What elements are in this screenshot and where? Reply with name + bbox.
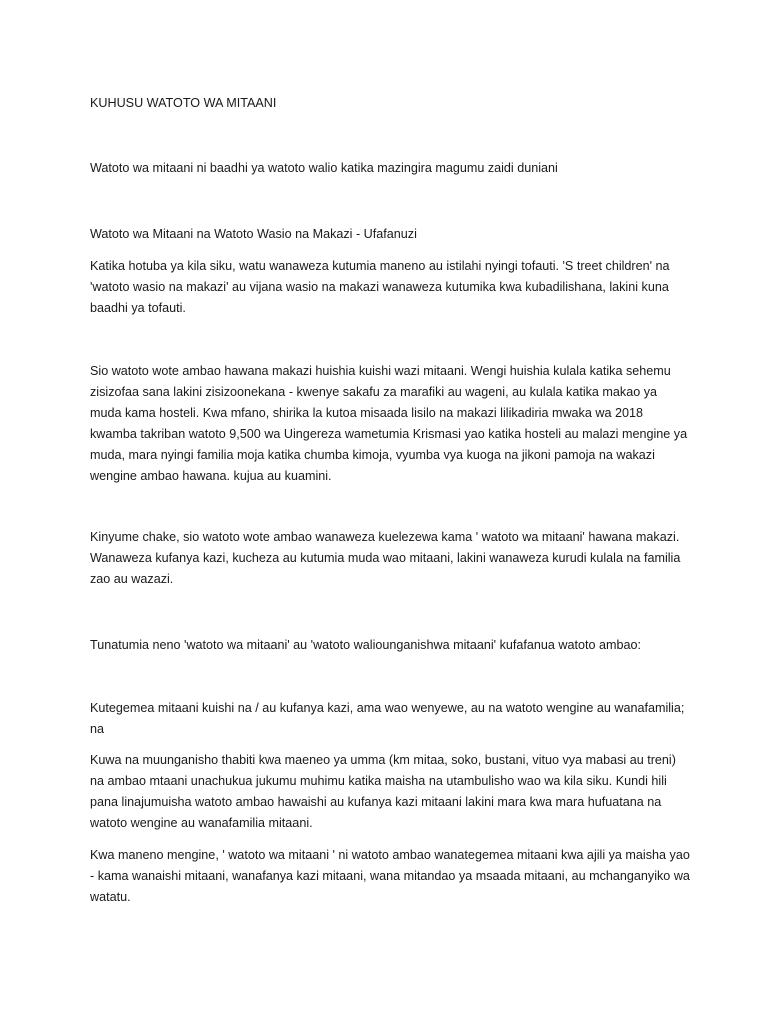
paragraph-terminology: Katika hotuba ya kila siku, watu wanaweza kutumia maneno au istilahi nyingi tofauti. 'S treet children' na 'watoto wasio na makazi' au vijana wasio na makazi wanaweza kutumika kwa kubadilishana, lakini kuna baadhi ya tofauti. (90, 259, 670, 315)
paragraph-not-all-homeless: Sio watoto wote ambao hawana makazi huishia kuishi wazi mitaani. Wengi huishia kulala katika sehemu zisizofaa sana lakini zisizoonekana - kwenye sakafu za marafiki au wageni, au kulala katika makao ya muda kama hosteli. Kwa mfano, shirika la kutoa misaada lisilo na makazi lilikadiria mwaka wa 2018 kwamba takriban watoto 9,500 wa Uingereza wametumia Krismasi yao katika hosteli au malazi mengine ya muda, mara nyingi familia moja katika chumba kimoja, vyumba vya kuoga na jikoni pamoja na wakazi wengine ambao hawana. kujua au kuamini. (90, 364, 688, 483)
paragraph-in-other-words: Kwa maneno mengine, ' watoto wa mitaani ' ni watoto ambao wanategemea mitaani kwa ajili ya maisha yao - kama wanaishi mitaani, wanafanya kazi mitaani, wana mitandao ya msaada mitaani, au mchanganyiko wa watatu. (90, 848, 690, 904)
paragraph-term-usage: Tunatumia neno 'watoto wa mitaani' au 'watoto waliounganishwa mitaani' kufafanua watoto ambao: (90, 638, 642, 652)
list-item-public-spaces: Kuwa na muunganisho thabiti kwa maeneo ya umma (km mitaa, soko, bustani, vituo vya mabasi au treni) na ambao mtaani unachukua jukumu muhimu katika maisha na utambulisho wao wa kila siku. Kundi hili pana linajumuisha watoto ambao hawaishi au kufanya kazi mitaani lakini mara kwa mara hufuatana na watoto wengine au wanafamilia mitaani. (90, 753, 676, 830)
section-heading-definition: Watoto wa Mitaani na Watoto Wasio na Makazi - Ufafanuzi (90, 227, 417, 241)
paragraph-conversely: Kinyume chake, sio watoto wote ambao wanaweza kuelezewa kama ' watoto wa mitaani' hawana makazi. Wanaweza kufanya kazi, kucheza au kutumia muda wao mitaani, lakini wanaweza kurudi kulala na familia zao au wazazi. (90, 530, 681, 586)
document-title: KUHUSU WATOTO WA MITAANI (90, 96, 277, 110)
list-item-depend-on-street: Kutegemea mitaani kuishi na / au kufanya kazi, ama wao wenyewe, au na watoto wengine au wanafamilia; na (90, 701, 685, 736)
paragraph-intro: Watoto wa mitaani ni baadhi ya watoto walio katika mazingira magumu zaidi duniani (90, 161, 558, 175)
